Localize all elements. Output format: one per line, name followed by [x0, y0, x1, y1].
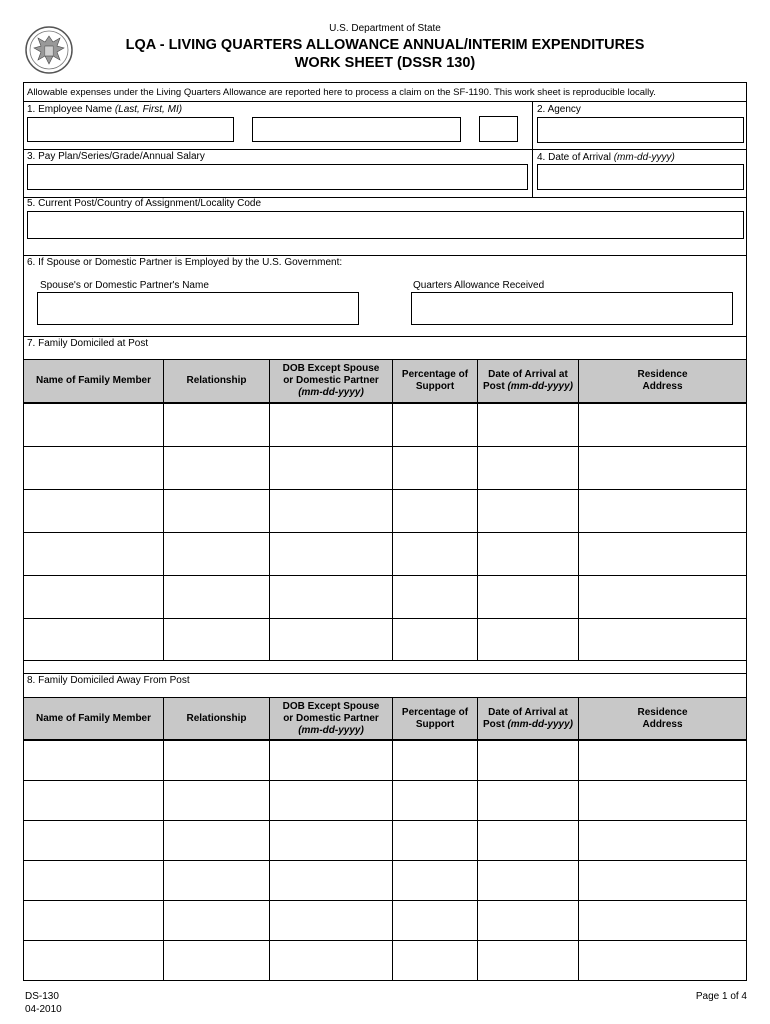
col-header-arrival: Date of Arrival at Post (mm-dd-yyyy) — [482, 706, 574, 730]
cell-arrival[interactable] — [478, 901, 578, 940]
cell-arrival[interactable] — [478, 619, 578, 661]
cell-percentage[interactable] — [393, 741, 477, 780]
col-header-arrival: Date of Arrival at Post (mm-dd-yyyy) — [482, 369, 574, 392]
cell-dob[interactable] — [270, 901, 392, 940]
cell-percentage[interactable] — [393, 576, 477, 618]
cell-relationship[interactable] — [164, 576, 269, 618]
cell-name[interactable] — [24, 576, 163, 618]
cell-arrival[interactable] — [478, 781, 578, 820]
cell-arrival[interactable] — [478, 447, 578, 489]
cell-residence[interactable] — [579, 821, 746, 860]
department-name: U.S. Department of State — [329, 23, 441, 34]
form-number: DS-130 — [25, 991, 59, 1002]
date-arrival-label-text: 4. Date of Arrival — [537, 152, 611, 163]
cell-percentage[interactable] — [393, 404, 477, 446]
quarters-allowance-label: Quarters Allowance Received — [413, 280, 545, 291]
cell-name[interactable] — [24, 821, 163, 860]
form-date: 04-2010 — [25, 1004, 62, 1015]
cell-relationship[interactable] — [164, 821, 269, 860]
cell-residence[interactable] — [579, 619, 746, 661]
cell-arrival[interactable] — [478, 861, 578, 900]
cell-name[interactable] — [24, 447, 163, 489]
employee-first-name-field[interactable] — [252, 117, 461, 142]
section7-label: 7. Family Domiciled at Post — [27, 338, 149, 349]
col-header-residence: Residence Address — [637, 706, 688, 730]
cell-residence[interactable] — [579, 576, 746, 618]
cell-dob[interactable] — [270, 941, 392, 980]
cell-residence[interactable] — [579, 533, 746, 575]
pay-plan-field[interactable] — [27, 164, 528, 190]
section8-label: 8. Family Domiciled Away From Post — [27, 675, 190, 686]
cell-percentage[interactable] — [393, 821, 477, 860]
agency-label: 2. Agency — [537, 104, 581, 115]
cell-residence[interactable] — [579, 901, 746, 940]
cell-name[interactable] — [24, 941, 163, 980]
cell-arrival[interactable] — [478, 821, 578, 860]
cell-arrival[interactable] — [478, 490, 578, 532]
cell-dob[interactable] — [270, 861, 392, 900]
cell-name[interactable] — [24, 741, 163, 780]
col-header-name: Name of Family Member — [35, 375, 152, 386]
cell-dob[interactable] — [270, 447, 392, 489]
cell-name[interactable] — [24, 619, 163, 661]
agency-field[interactable] — [537, 117, 744, 143]
col-header-dob: DOB Except Spouse or Domestic Partner (mm-dd-yyyy) — [282, 700, 380, 736]
cell-percentage[interactable] — [393, 861, 477, 900]
cell-percentage[interactable] — [393, 490, 477, 532]
employee-last-name-field[interactable] — [27, 117, 234, 142]
cell-relationship[interactable] — [164, 447, 269, 489]
quarters-allowance-field[interactable] — [411, 292, 733, 325]
cell-dob[interactable] — [270, 821, 392, 860]
cell-relationship[interactable] — [164, 741, 269, 780]
cell-percentage[interactable] — [393, 533, 477, 575]
employee-middle-initial-field[interactable] — [479, 116, 518, 142]
cell-percentage[interactable] — [393, 619, 477, 661]
spouse-name-label: Spouse's or Domestic Partner's Name — [40, 280, 209, 291]
cell-residence[interactable] — [579, 741, 746, 780]
cell-relationship[interactable] — [164, 404, 269, 446]
intro-text: Allowable expenses under the Living Quarters Allowance are reported here to process a claim on the SF-1190. This work sheet is reproducible locally. — [27, 87, 656, 98]
col-header-name: Name of Family Member — [35, 712, 152, 724]
cell-residence[interactable] — [579, 941, 746, 980]
cell-name[interactable] — [24, 901, 163, 940]
cell-arrival[interactable] — [478, 533, 578, 575]
date-arrival-hint: (mm-dd-yyyy) — [613, 152, 675, 163]
cell-name[interactable] — [24, 781, 163, 820]
col-header-dob: DOB Except Spouse or Domestic Partner (mm-dd-yyyy) — [282, 363, 380, 398]
cell-arrival[interactable] — [478, 941, 578, 980]
employee-name-label-text: 1. Employee Name — [27, 104, 113, 115]
cell-arrival[interactable] — [478, 404, 578, 446]
form-title-line1: LQA - LIVING QUARTERS ALLOWANCE ANNUAL/INTERIM EXPENDITURES — [125, 37, 645, 53]
cell-name[interactable] — [24, 404, 163, 446]
col-header-relationship: Relationship — [186, 712, 247, 724]
employee-name-hint: (Last, First, MI) — [114, 104, 183, 115]
cell-residence[interactable] — [579, 781, 746, 820]
cell-name[interactable] — [24, 533, 163, 575]
cell-relationship[interactable] — [164, 861, 269, 900]
cell-residence[interactable] — [579, 861, 746, 900]
date-arrival-field[interactable] — [537, 164, 744, 190]
cell-dob[interactable] — [270, 741, 392, 780]
col-header-percentage: Percentage of Support — [401, 369, 469, 392]
cell-relationship[interactable] — [164, 941, 269, 980]
cell-dob[interactable] — [270, 490, 392, 532]
cell-arrival[interactable] — [478, 576, 578, 618]
cell-name[interactable] — [24, 861, 163, 900]
cell-percentage[interactable] — [393, 447, 477, 489]
current-post-label: 5. Current Post/Country of Assignment/Locality Code — [27, 198, 262, 209]
pay-plan-label: 3. Pay Plan/Series/Grade/Annual Salary — [27, 151, 205, 162]
cell-name[interactable] — [24, 490, 163, 532]
cell-residence[interactable] — [579, 490, 746, 532]
cell-dob[interactable] — [270, 619, 392, 661]
cell-relationship[interactable] — [164, 619, 269, 661]
cell-arrival[interactable] — [478, 741, 578, 780]
date-arrival-label — [537, 152, 675, 164]
col-header-relationship: Relationship — [186, 375, 247, 386]
cell-dob[interactable] — [270, 404, 392, 446]
form-title-line2: WORK SHEET (DSSR 130) — [294, 55, 476, 71]
col-header-percentage: Percentage of Support — [401, 706, 469, 730]
cell-dob[interactable] — [270, 533, 392, 575]
spouse-name-field[interactable] — [37, 292, 359, 325]
col-header-residence: Residence Address — [637, 369, 688, 392]
cell-percentage[interactable] — [393, 941, 477, 980]
cell-relationship[interactable] — [164, 901, 269, 940]
page-number: Page 1 of 4 — [695, 991, 747, 1002]
cell-residence[interactable] — [579, 404, 746, 446]
cell-relationship[interactable] — [164, 781, 269, 820]
cell-relationship[interactable] — [164, 533, 269, 575]
current-post-field[interactable] — [27, 211, 744, 239]
cell-relationship[interactable] — [164, 490, 269, 532]
employee-name-label — [27, 104, 182, 116]
cell-residence[interactable] — [579, 447, 746, 489]
cell-percentage[interactable] — [393, 781, 477, 820]
cell-dob[interactable] — [270, 576, 392, 618]
cell-dob[interactable] — [270, 781, 392, 820]
cell-percentage[interactable] — [393, 901, 477, 940]
spouse-section-label: 6. If Spouse or Domestic Partner is Employed by the U.S. Government: — [27, 257, 343, 268]
